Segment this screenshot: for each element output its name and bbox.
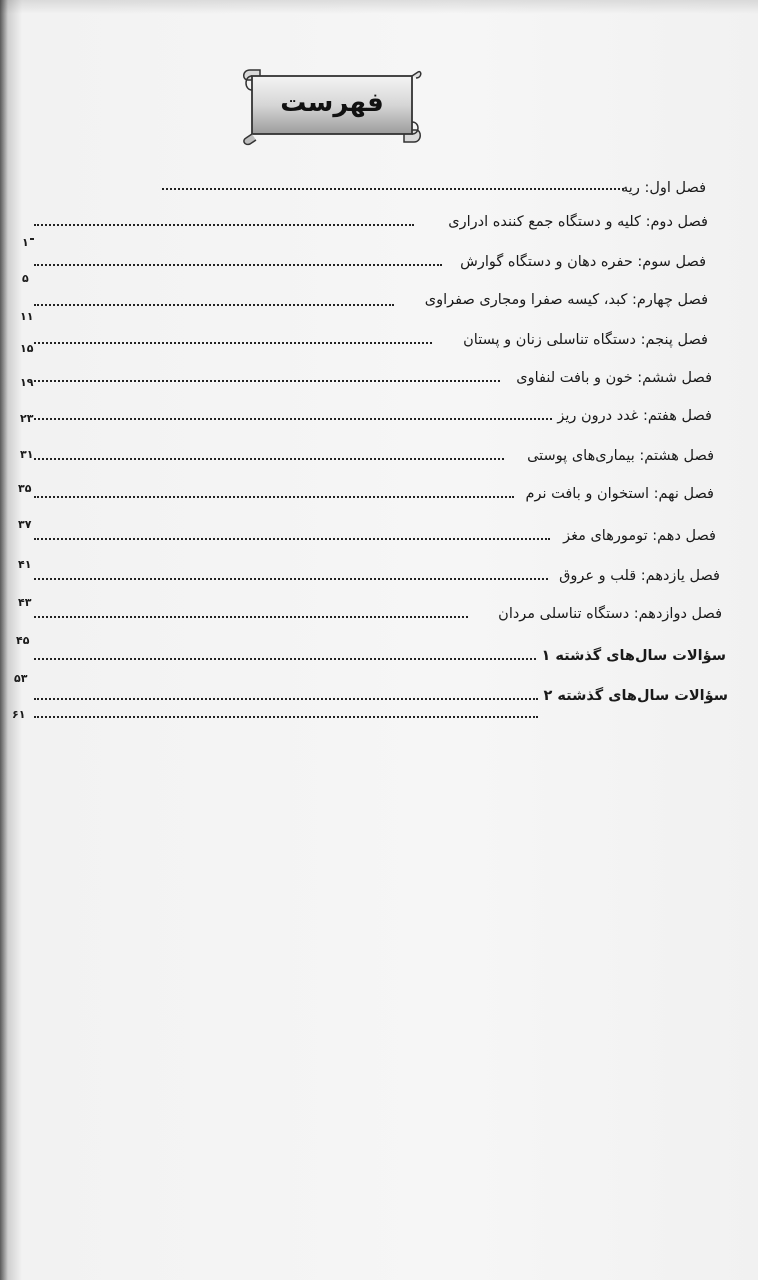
toc-entry-title: فصل دوم: کلیه و دستگاه جمع کننده ادراری (448, 214, 708, 230)
toc-entry-title: فصل دهم: تومورهای مغز (563, 528, 716, 544)
toc-page-number: ۴۵ (16, 634, 30, 647)
toc-leader-dots (34, 340, 432, 344)
toc-page-number: ۱ (22, 236, 29, 249)
toc-entry-title: فصل چهارم: کبد، کیسه صفرا ومجاری صفراوی (424, 292, 708, 308)
toc-leader-dots (34, 302, 394, 306)
toc-page-number: ۳۷ (18, 518, 32, 531)
toc-entry-title: فصل یازدهم: قلب و عروق (559, 568, 720, 584)
toc-entry-title: فصل هفتم: غدد درون ریز (557, 408, 712, 424)
page-edge-shadow (0, 0, 758, 14)
toc-page-number: ۵ (22, 272, 29, 285)
toc-entry-title: فصل سوم: حفره دهان و دستگاه گوارش (460, 254, 706, 270)
toc-leader-dots (34, 714, 538, 718)
toc-leader-dots (30, 236, 34, 240)
toc-entry-title: فصل اول: ریه (621, 180, 706, 196)
page-title: فهرست (280, 88, 384, 118)
toc-page-number: ۴۱ (18, 558, 32, 571)
toc-page-number: ۱۹ (20, 376, 34, 389)
toc-page-number: ۳۱ (20, 448, 34, 461)
toc-page-number: ۳۵ (18, 482, 32, 495)
toc-page-number: ۱۵ (20, 342, 34, 355)
toc-entry-title: فصل نهم: استخوان و بافت نرم (525, 486, 714, 502)
toc-leader-dots (34, 262, 442, 266)
toc-leader-dots (34, 222, 414, 226)
toc-leader-dots (34, 656, 536, 660)
toc-leader-dots (34, 576, 548, 580)
toc-page-number: ۱۱ (20, 310, 34, 323)
toc-leader-dots (34, 456, 504, 460)
toc-page-number: ۴۳ (18, 596, 32, 609)
title-scroll-banner (240, 66, 424, 146)
toc-page-number: ۶۱ (12, 708, 26, 721)
toc-entry-title: سؤالات سال‌های گذشته ۲ (543, 688, 728, 704)
toc-leader-dots (34, 536, 550, 540)
toc-leader-dots (34, 494, 514, 498)
toc-leader-dots (34, 416, 552, 420)
toc-entry-title: فصل هشتم: بیماری‌های پوستی (527, 448, 714, 464)
toc-leader-dots (34, 696, 538, 700)
toc-entry-title: سؤالات سال‌های گذشته ۱ (541, 648, 726, 664)
toc-page-number: ۵۳ (14, 672, 28, 685)
toc-leader-dots (162, 186, 624, 190)
toc-entry-title: فصل ششم: خون و بافت لنفاوی (516, 370, 712, 386)
toc-entry-title: فصل پنجم: دستگاه تناسلی زنان و پستان (463, 332, 708, 348)
toc-page-number: ۲۳ (20, 412, 34, 425)
toc-entry-title: فصل دوازدهم: دستگاه تناسلی مردان (498, 606, 722, 622)
toc-leader-dots (34, 378, 500, 382)
toc-leader-dots (34, 614, 468, 618)
